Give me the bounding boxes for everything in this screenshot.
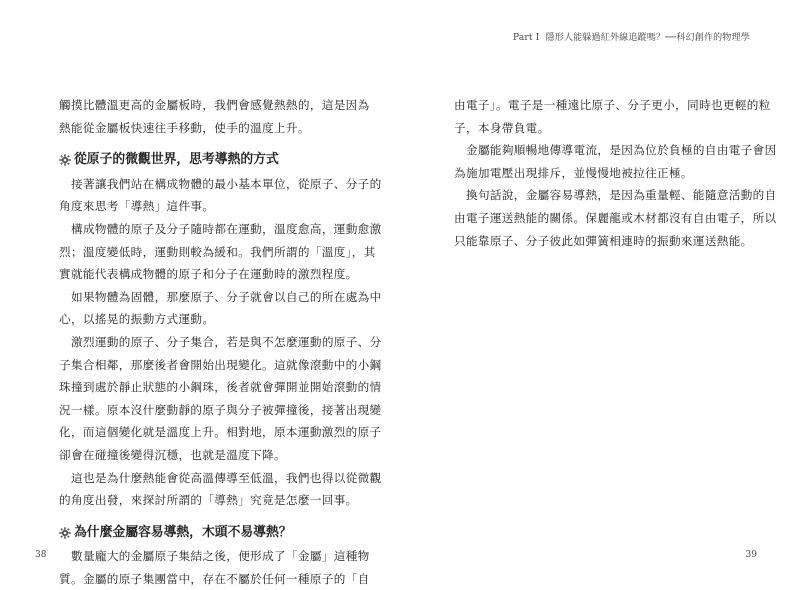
left-page: [0, 0, 399, 588]
paragraph-line: 觸摸比體溫更高的金屬板時，我們會感覺熱熱的，這是因為: [59, 98, 370, 112]
paragraph-line: 熱能從金屬板快速往手移動，使手的溫度上升。: [59, 120, 310, 135]
paragraph-line: 珠撞到處於靜止狀態的小鋼珠，後者就會彈開並開始滾動的情: [59, 380, 382, 395]
page-number-left: 38: [35, 550, 47, 560]
gear-bullet-icon: [59, 154, 71, 166]
paragraph-line: 化，而這個變化就是溫度上升。相對地，原本運動激烈的原子: [59, 425, 382, 440]
running-header: [513, 30, 750, 43]
paragraph-line: 這也是為什麼熱能會從高溫傳導至低溫，我們也得以從微觀: [71, 470, 382, 485]
paragraph-line: 質。金屬的原子集團當中，存在不屬於任何一種原子的「自: [59, 571, 370, 586]
header-part-label: Part I: [512, 33, 540, 43]
paragraph-line: 子，本身帶負電。: [454, 120, 550, 135]
header-title: 隱形人能躲過紅外線追蹤嗎？──科幻創作的物理學: [545, 33, 750, 43]
page-number-right: 39: [745, 550, 757, 560]
paragraph-line: 為施加電壓出現排斥，並慢慢地被拉往正極。: [454, 165, 693, 180]
right-page: [400, 0, 799, 588]
paragraph-line: 只能靠原子、分子彼此如彈簧相連時的振動來運送熱能。: [454, 233, 753, 248]
paragraph-line: 烈；溫度變低時，運動則較為緩和。我們所謂的「溫度」，其: [59, 244, 376, 259]
paragraph-line: 子集合相鄰，那麼後者會開始出現變化。這就像滾動中的小鋼: [59, 357, 382, 372]
paragraph-line: 況一樣。原本沒什麼動靜的原子與分子被彈撞後，接著出現變: [59, 402, 382, 417]
section-heading-metal-conduction: [59, 522, 359, 545]
section-heading-text: 從原子的微觀世界，思考導熱的方式: [74, 152, 279, 168]
paragraph-line: 接著讓我們站在構成物體的最小基本單位，從原子、分子的: [71, 176, 382, 191]
paragraph-line: 數量龐大的金屬原子集結之後，便形成了「金屬」這種物: [71, 549, 370, 564]
paragraph-line: 心，以搖晃的振動方式運動。: [59, 312, 215, 327]
left-text-column: [59, 94, 382, 590]
paragraph-line: 卻會在碰撞後變得沉穩，也就是溫度下降。: [59, 447, 286, 462]
paragraph-line: 如果物體為固體，那麼原子、分子就會以自己的所在處為中: [71, 289, 382, 304]
section-heading-atomic-view: [59, 149, 359, 172]
paragraph-line: 由電子」。電子是一種遠比原子、分子更小，同時也更輕的粒: [454, 98, 771, 112]
section-heading-text: 為什麼金屬容易導熱，木頭不易導熱？: [74, 524, 292, 540]
gear-bullet-icon: [59, 527, 71, 539]
paragraph-line: 激烈運動的原子、分子集合，若是與不怎麼運動的原子、分: [71, 334, 382, 349]
paragraph-line: 構成物體的原子及分子隨時都在運動，溫度愈高，運動愈激: [71, 221, 382, 236]
paragraph-line: 金屬能夠順暢地傳導電流，是因為位於負極的自由電子會因: [466, 143, 777, 158]
paragraph-line: 角度來思考「導熱」這件事。: [59, 199, 215, 214]
right-text-column: [454, 94, 777, 252]
paragraph-line: 的角度出發，來探討所謂的「導熱」究竟是怎麼一回事。: [59, 493, 358, 508]
paragraph-line: 換句話說，金屬容易導熱，是因為重量輕、能隨意活動的自: [466, 188, 777, 203]
paragraph-line: 由電子運送熱能的關係。保麗龍或木材都沒有自由電子，所以: [454, 210, 777, 225]
paragraph-line: 實就能代表構成物體的原子和分子在運動時的激烈程度。: [59, 267, 358, 282]
